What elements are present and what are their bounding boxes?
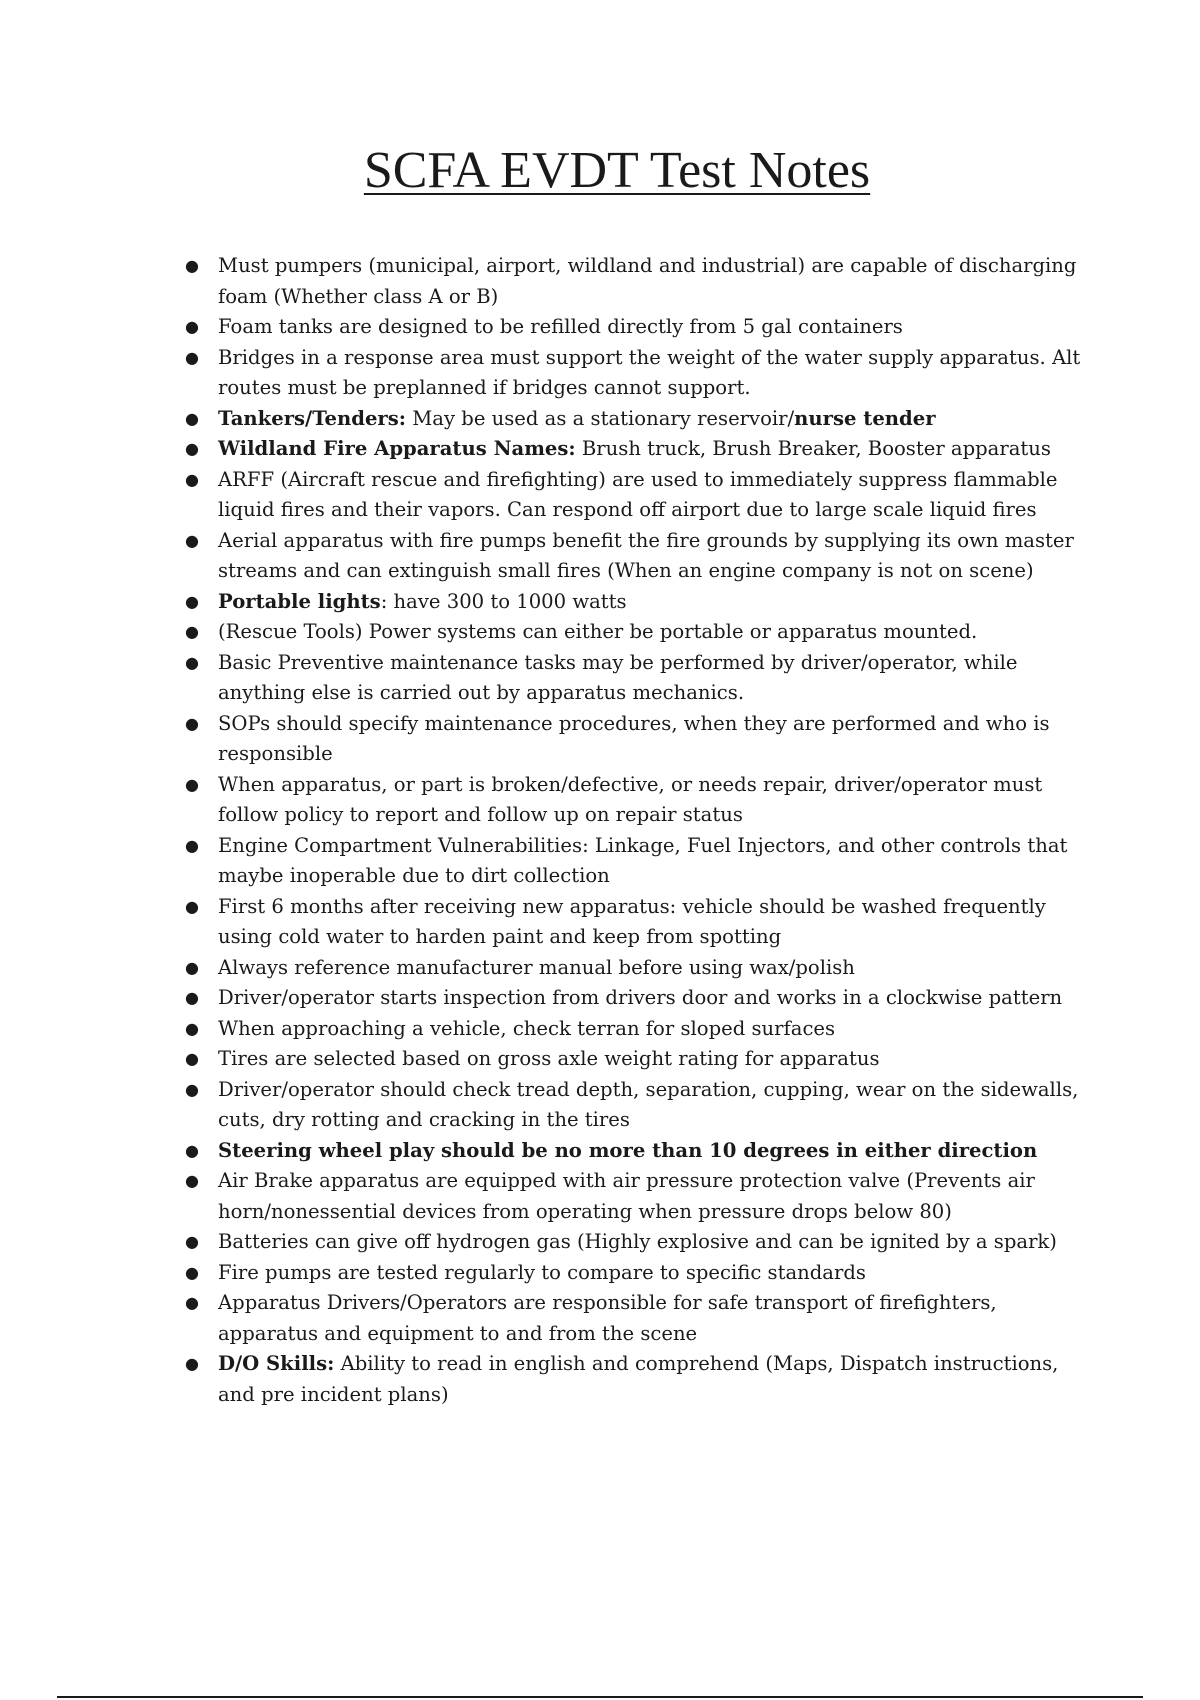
note-text: Engine Compartment Vulnerabilities: Linkage, Fuel Injectors, and other controls that maybe inoperable due to dirt collection <box>218 833 1068 887</box>
list-item <box>185 1166 1098 1227</box>
note-text: Brush truck, Brush Breaker, Booster apparatus <box>575 437 1051 460</box>
note-text: Ability to read in english and comprehend (Maps, Dispatch instructions, and pre incident plans) <box>218 1352 1059 1406</box>
note-text: When apparatus, or part is broken/defective, or needs repair, driver/operator must follow policy to report and follow up on repair status <box>218 772 1043 826</box>
list-item <box>185 1044 1098 1075</box>
bullet-icon: ● <box>185 469 199 489</box>
bullet-icon: ● <box>185 652 199 672</box>
note-text: ARFF (Aircraft rescue and firefighting) are used to immediately suppress flammable liquid fires and their vapors. Can respond off airport due to large scale liquid fires <box>218 467 1058 521</box>
bullet-icon: ● <box>185 1262 199 1282</box>
bullet-icon: ● <box>185 1171 199 1190</box>
list-item <box>185 312 1098 343</box>
list-item <box>185 526 1098 587</box>
footer-divider <box>57 1696 1143 1698</box>
bullet-icon: ● <box>185 988 199 1007</box>
list-item <box>185 434 1098 465</box>
list-item <box>185 831 1098 892</box>
bullet-icon: ● <box>185 1354 199 1373</box>
list-item <box>185 404 1098 435</box>
bullet-icon: ● <box>185 1232 199 1251</box>
note-text: : have 300 to 1000 watts <box>380 589 627 613</box>
note-text: When approaching a vehicle, check terran for sloped surfaces <box>218 1016 836 1040</box>
note-text: Tires are selected based on gross axle weight rating for apparatus <box>218 1047 880 1070</box>
list-item <box>185 587 1098 618</box>
note-emphasis: Wildland Fire Apparatus Names: <box>218 437 576 460</box>
note-text: (Rescue Tools) Power systems can either be portable or apparatus mounted. <box>218 620 978 643</box>
list-item <box>185 1075 1098 1136</box>
bullet-icon: ● <box>185 408 199 428</box>
note-text: Must pumpers (municipal, airport, wildland and industrial) are capable of discharging foam (Whether class A or B) <box>218 254 1077 308</box>
bullet-icon: ● <box>185 256 199 275</box>
note-text: First 6 months after receiving new apparatus: vehicle should be washed frequently using cold water to harden paint and keep from spotting <box>218 894 1046 948</box>
bullet-icon: ● <box>185 1293 199 1312</box>
bullet-icon: ● <box>185 774 199 794</box>
list-item <box>185 343 1098 404</box>
bullet-icon: ● <box>185 591 199 611</box>
note-text: Basic Preventive maintenance tasks may be performed by driver/operator, while anything else is carried out by apparatus mechanics. <box>218 650 1018 704</box>
list-item <box>185 648 1098 709</box>
list-item <box>185 983 1098 1014</box>
page-title-text: SCFA EVDT Test Notes <box>363 142 871 199</box>
list-item <box>185 892 1098 953</box>
note-text: Always reference manufacturer manual before using wax/polish <box>218 955 855 979</box>
note-emphasis: Portable lights <box>218 589 381 613</box>
bullet-icon: ● <box>185 317 199 336</box>
note-text: Fire pumps are tested regularly to compare to specific standards <box>218 1260 866 1284</box>
page-title <box>0 142 1200 199</box>
list-item <box>185 1288 1098 1349</box>
notes-list <box>185 251 1098 1410</box>
bullet-icon: ● <box>185 347 199 367</box>
bullet-icon: ● <box>185 622 199 641</box>
list-item <box>185 1136 1098 1167</box>
note-text: SOPs should specify maintenance procedures, when they are performed and who is responsible <box>218 711 1050 765</box>
bullet-icon: ● <box>185 1018 199 1038</box>
bullet-icon: ● <box>185 1140 199 1160</box>
note-emphasis: Steering wheel play should be no more than 10 degrees in either direction <box>218 1138 1038 1162</box>
bullet-icon: ● <box>185 713 199 733</box>
note-text: Driver/operator starts inspection from drivers door and works in a clockwise pattern <box>218 986 1063 1009</box>
bullet-icon: ● <box>185 1079 199 1099</box>
bullet-icon: ● <box>185 1049 199 1068</box>
bullet-icon: ● <box>185 896 199 916</box>
list-item <box>185 465 1098 526</box>
note-text: Apparatus Drivers/Operators are responsible for safe transport of firefighters, apparatus and equipment to and from the scene <box>218 1291 997 1345</box>
bullet-icon: ● <box>185 530 199 550</box>
note-text: Air Brake apparatus are equipped with air pressure protection valve (Prevents air horn/nonessential devices from operating when pressure drops below 80) <box>218 1169 1035 1223</box>
bullet-icon: ● <box>185 835 199 855</box>
note-text: Batteries can give off hydrogen gas (Highly explosive and can be ignited by a spark) <box>218 1230 1057 1253</box>
list-item <box>185 709 1098 770</box>
note-text: Bridges in a response area must support the weight of the water supply apparatus. Alt routes must be preplanned if bridges cannot support. <box>218 345 1081 399</box>
note-emphasis: nurse tender <box>794 406 936 430</box>
bullet-icon: ● <box>185 439 199 458</box>
note-text: May be used as a stationary reservoir/ <box>406 406 795 430</box>
list-item <box>185 953 1098 984</box>
note-text: Aerial apparatus with fire pumps benefit the fire grounds by supplying its own master streams and can extinguish small fires (When an engine company is not on scene) <box>218 528 1074 582</box>
list-item <box>185 617 1098 648</box>
list-item <box>185 251 1098 312</box>
note-emphasis: Tankers/Tenders: <box>218 406 406 430</box>
list-item <box>185 1349 1098 1410</box>
note-emphasis: D/O Skills: <box>218 1352 335 1375</box>
list-item <box>185 770 1098 831</box>
note-text: Foam tanks are designed to be refilled directly from 5 gal containers <box>218 315 903 338</box>
list-item <box>185 1258 1098 1289</box>
list-item <box>185 1227 1098 1258</box>
list-item <box>185 1014 1098 1045</box>
bullet-icon: ● <box>185 957 199 977</box>
note-text: Driver/operator should check tread depth, separation, cupping, wear on the sidewalls, cuts, dry rotting and cracking in the tires <box>218 1077 1079 1131</box>
